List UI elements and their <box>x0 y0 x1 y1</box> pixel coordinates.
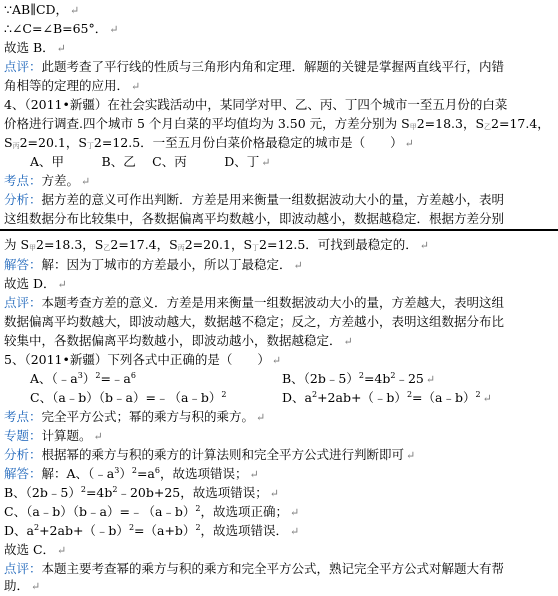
subscript: 乙 <box>484 123 492 131</box>
review-block <box>4 293 556 313</box>
question-text: 2=17.4， <box>491 116 550 131</box>
fenxi-block <box>4 445 556 465</box>
kaodian-text: 完全平方公式；幂的乘方与积的乘方。 <box>41 409 255 424</box>
review-text: 此题考查了平行线的性质与三角形内角和定理．解题的关键是掌握两直线平行，内错 <box>41 59 505 74</box>
subscript: 甲 <box>409 123 417 131</box>
question-text: 2=12.5．一至五月份白菜价格最稳定的城市是（ ） <box>93 135 403 150</box>
paragraph-mark-icon: ↵ <box>271 354 282 367</box>
jieda-line-d: D、$a^2+2ab+(﹣b)^2=(a+b)^2$，故选项错误． ↵ <box>4 523 300 538</box>
paragraph-mark-icon: ↵ <box>290 525 300 538</box>
subscript: 丙 <box>177 244 185 252</box>
subscript: 甲 <box>29 244 37 252</box>
paragraph-mark-icon: ↵ <box>343 335 353 348</box>
proof-line: ∵AB∥CD， <box>4 2 69 17</box>
jieda-text: 解：因为丁城市的方差最小，所以丁最稳定． <box>41 257 292 272</box>
text-line <box>4 274 556 294</box>
jieda-label: 解答： <box>4 257 42 272</box>
text-line <box>4 576 556 596</box>
fenxi-text: 为 S <box>4 237 30 252</box>
paragraph-mark-icon: ↵ <box>31 580 41 593</box>
option-b: B、$(2b﹣5)^2=4b^2﹣25$ <box>282 371 424 386</box>
review-text: 较集中，各数据偏离平均数越小，即波动越小，数据越稳定． <box>4 333 342 348</box>
text-line <box>4 331 556 351</box>
jieda-block <box>4 255 556 275</box>
kaodian-block <box>4 171 556 191</box>
zhuanti-label: 专题： <box>4 428 42 443</box>
review-text: 助． <box>4 578 30 593</box>
fenxi-text: 2=12.5．可找到最稳定的． <box>259 237 418 252</box>
fenxi-text: 2=20.1，S <box>184 237 253 252</box>
fenxi-text: 根据幂的乘方与积的乘方的计算法则和完全平方公式进行判断即可 <box>41 447 405 462</box>
text-line <box>4 19 556 39</box>
subscript: 丙 <box>12 142 20 150</box>
paragraph-mark-icon: ↵ <box>425 373 436 386</box>
subscript: 丁 <box>86 142 94 150</box>
subscript: 乙 <box>103 244 111 252</box>
jieda-block: 解答：解：A、$(﹣a^3)^2=a^6$，故选项错误； ↵ <box>4 466 259 481</box>
options-text: A、甲 B、乙 C、丙 D、丁 <box>30 154 260 169</box>
paragraph-mark-icon: ↵ <box>57 544 67 557</box>
kaodian-block <box>4 407 556 427</box>
options-row <box>4 369 556 389</box>
review-text: 数据偏离平均数越大，即波动越大，数据越不稳定；反之，方差越小，表明这组数据分布比 <box>4 314 505 329</box>
paragraph-mark-icon: ↵ <box>406 449 416 462</box>
paragraph-mark-icon: ↵ <box>269 487 279 500</box>
text-line <box>4 76 556 96</box>
review-text: 角相等的定理的应用． <box>4 78 130 93</box>
review-block <box>4 57 556 77</box>
answer-line: 故选 B． <box>4 40 55 55</box>
paragraph-mark-icon: ↵ <box>81 175 91 188</box>
proof-line: ∴∠C=∠B=65°． <box>4 21 108 36</box>
jieda-line-b: B、$(2b﹣5)^2=4b^2﹣20b+25$，故选项错误； ↵ <box>4 485 279 500</box>
subscript: 丁 <box>252 244 260 252</box>
question-text: 价格进行调查.四个城市 5 个月白菜的平均值均为 3.50 元，方差分别为 S <box>4 116 410 131</box>
paragraph-mark-icon: ↵ <box>70 4 80 17</box>
paragraph-mark-icon: ↵ <box>57 278 67 291</box>
answer-line: 故选 D． <box>4 276 56 291</box>
text-line <box>4 540 556 560</box>
answer-options <box>4 152 556 172</box>
paragraph-mark-icon: ↵ <box>404 137 414 150</box>
text-line <box>4 235 556 255</box>
jieda-line-c: C、（a﹣b）（b﹣a）=﹣（a﹣b）$^2$，故选项正确； ↵ <box>4 504 300 519</box>
page-break-line <box>0 229 558 231</box>
text-line <box>4 209 556 229</box>
review-label: 点评： <box>4 59 42 74</box>
answer-line: 故选 C． <box>4 542 56 557</box>
fenxi-text: 2=18.3，S <box>36 237 104 252</box>
review-label: 点评： <box>4 295 42 310</box>
question-text: 4、（2011•新疆）在社会实践活动中，某同学对甲、乙、丙、丁四个城市一至五月份的白菜 <box>4 97 508 112</box>
question-text: 2=20.1，S <box>19 135 87 150</box>
question-text: 2=18.3，S <box>416 116 485 131</box>
question-text: 5、（2011•新疆）下列各式中正确的是（ ） <box>4 352 270 367</box>
zhuanti-block <box>4 426 556 446</box>
paragraph-mark-icon: ↵ <box>290 506 300 519</box>
zhuanti-text: 计算题。 <box>41 428 92 443</box>
question-text: S <box>4 135 13 150</box>
paragraph-mark-icon: ↵ <box>261 156 271 169</box>
paragraph-mark-icon: ↵ <box>419 239 430 252</box>
option-d: D、$a^2+2ab+(﹣b)^2=(a﹣b)^2$ <box>282 390 481 405</box>
fenxi-label: 分析： <box>4 447 42 462</box>
question-5-stem <box>4 350 556 370</box>
kaodian-text: 方差。 <box>41 173 80 188</box>
jieda-label: 解答： <box>4 466 42 481</box>
text-line <box>4 0 556 20</box>
text-line <box>4 133 556 153</box>
paragraph-mark-icon: ↵ <box>256 411 266 424</box>
text-line <box>4 114 556 134</box>
text-line <box>4 38 556 58</box>
options-row <box>4 388 556 408</box>
paragraph-mark-icon: ↵ <box>482 392 492 405</box>
text-line <box>4 312 556 332</box>
review-label: 点评： <box>4 561 42 576</box>
fenxi-text: 据方差的意义可作出判断．方差是用来衡量一组数据波动大小的量，方差越小，表明 <box>41 192 505 207</box>
paragraph-mark-icon: ↵ <box>109 23 119 36</box>
paragraph-mark-icon: ↵ <box>93 430 103 443</box>
fenxi-label: 分析： <box>4 192 42 207</box>
fenxi-text: 这组数据分布比较集中，各数据偏离平均数越小，即波动越小，数据越稳定．根据方差分别 <box>4 211 505 226</box>
question-4-stem <box>4 95 556 115</box>
paragraph-mark-icon: ↵ <box>131 80 141 93</box>
paragraph-mark-icon: ↵ <box>56 42 66 55</box>
paragraph-mark-icon: ↵ <box>249 468 259 481</box>
fenxi-block <box>4 190 556 210</box>
review-text: 本题主要考查幂的乘方与积的乘方和完全平方公式，熟记完全平方公式对解题大有帮 <box>41 561 505 576</box>
option-a: A、$(﹣a^3)^2=﹣a^6$ <box>30 371 136 386</box>
kaodian-label: 考点： <box>4 173 42 188</box>
review-text: 本题考查方差的意义．方差是用来衡量一组数据波动大小的量，方差越大，表明这组 <box>41 295 505 310</box>
paragraph-mark-icon: ↵ <box>293 259 303 272</box>
option-c: C、（a﹣b）（b﹣a）=﹣（a﹣b）$^2$ <box>30 390 227 405</box>
fenxi-text: 2=17.4，S <box>110 237 178 252</box>
kaodian-label: 考点： <box>4 409 42 424</box>
